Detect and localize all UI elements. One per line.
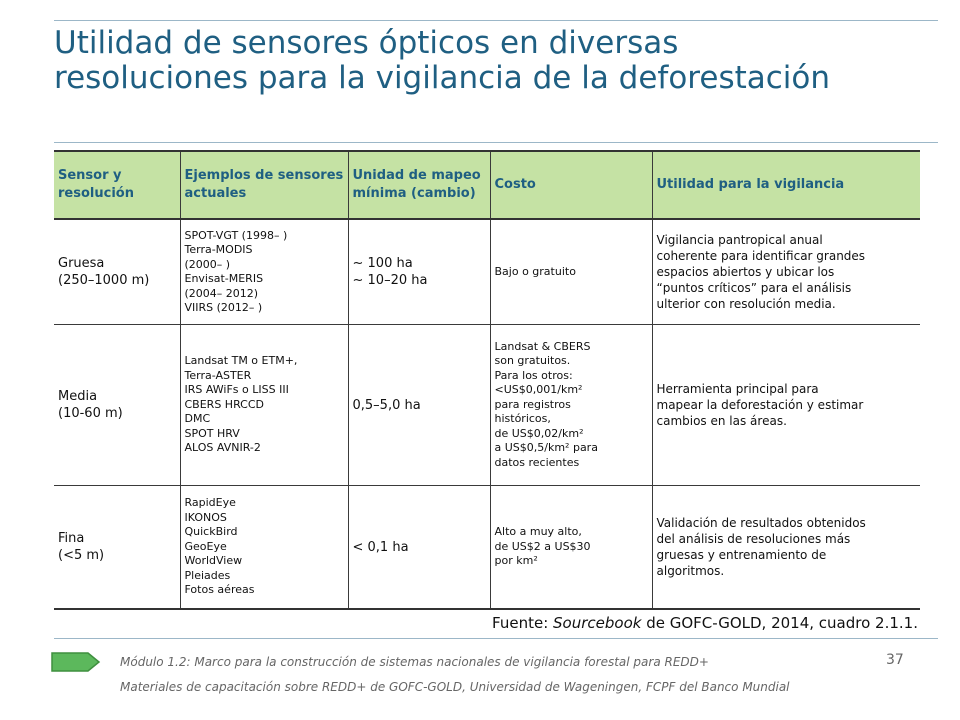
cell-mmu	[348, 325, 490, 486]
cell-line: IRS AWiFs o LISS III	[184, 383, 289, 397]
green-arrow-icon	[50, 650, 102, 674]
cell-line: Landsat & CBERS	[494, 339, 591, 353]
cell-line: para registros	[494, 397, 571, 411]
cell-line: WorldView	[184, 554, 243, 568]
cell-line: RapidEye	[184, 496, 236, 510]
cell-line: ~ 100 ha	[352, 256, 413, 271]
page-number: 37	[886, 652, 904, 668]
slide-title-line-1: Utilidad de sensores ópticos en diversas	[54, 25, 679, 61]
footer-module-text: Módulo 1.2: Marco para la construcción de sistemas nacionales de vigilancia forestal para REDD+	[120, 655, 709, 669]
top-divider	[54, 20, 938, 21]
cell-line: son gratuitos.	[494, 354, 571, 368]
table-row	[54, 325, 920, 486]
slide-title	[54, 26, 944, 96]
cell-sensor	[54, 486, 180, 610]
cell-line: ~ 10–20 ha	[352, 273, 428, 288]
cell-line: Gruesa	[58, 256, 105, 271]
table-header-row	[54, 151, 920, 219]
cell-cost	[490, 486, 652, 610]
cell-line: < 0,1 ha	[352, 539, 409, 555]
cell-line: GeoEye	[184, 539, 227, 553]
table-row	[54, 219, 920, 325]
footer-divider	[54, 638, 938, 639]
cell-line: Bajo o gratuito	[494, 264, 576, 278]
cell-line: QuickBird	[184, 525, 238, 539]
cell-line: gruesas y entrenamiento de	[656, 548, 827, 562]
source-citation	[492, 614, 918, 632]
header-cost: Costo	[490, 151, 652, 219]
cell-line: de US$0,02/km²	[494, 426, 584, 440]
cell-line: espacios abiertos y ubicar los	[656, 265, 835, 279]
cell-line: Terra-MODIS	[184, 243, 253, 256]
cell-line: Fina	[58, 531, 85, 546]
title-divider	[54, 142, 938, 143]
cell-line: DMC	[184, 412, 211, 426]
header-mmu: Unidad de mapeo mínima (cambio)	[348, 151, 490, 219]
cell-line: del análisis de resoluciones más	[656, 532, 851, 546]
cell-line: de US$2 a US$30	[494, 539, 591, 553]
header-utility: Utilidad para la vigilancia	[652, 151, 920, 219]
cell-line: Envisat-MERIS	[184, 272, 264, 285]
cell-line: ulterior con resolución media.	[656, 297, 836, 311]
cell-line: cambios en las áreas.	[656, 414, 787, 428]
cell-line: algoritmos.	[656, 564, 725, 578]
cell-line: “puntos críticos” para el análisis	[656, 281, 852, 295]
cell-line: Media	[58, 389, 98, 404]
cell-line: (<5 m)	[58, 548, 105, 563]
cell-line: Para los otros:	[494, 368, 573, 382]
sensor-utility-table	[54, 150, 920, 610]
cell-line: ALOS AVNIR-2	[184, 441, 261, 455]
cell-sensor	[54, 325, 180, 486]
table-row	[54, 486, 920, 610]
cell-line: Vigilancia pantropical anual	[656, 233, 823, 247]
cell-line: a US$0,5/km² para	[494, 441, 598, 455]
cell-line: coherente para identificar grandes	[656, 249, 866, 263]
source-prefix: Fuente:	[492, 614, 554, 632]
cell-line: Landsat TM o ETM+,	[184, 354, 298, 368]
cell-line: mapear la deforestación y estimar	[656, 398, 864, 412]
cell-line: Herramienta principal para	[656, 382, 819, 396]
cell-examples	[180, 486, 348, 610]
cell-line: Alto a muy alto,	[494, 525, 582, 539]
cell-sensor	[54, 219, 180, 325]
cell-examples	[180, 325, 348, 486]
cell-mmu	[348, 486, 490, 610]
cell-cost	[490, 325, 652, 486]
source-suffix: de GOFC-GOLD, 2014, cuadro 2.1.1.	[641, 614, 918, 632]
cell-line: <US$0,001/km²	[494, 383, 583, 397]
header-examples: Ejemplos de sensores actuales	[180, 151, 348, 219]
cell-line: CBERS HRCCD	[184, 397, 264, 411]
cell-cost	[490, 219, 652, 325]
slide-title-line-2: resoluciones para la vigilancia de la deforestación	[54, 60, 831, 96]
cell-line: Pleiades	[184, 568, 231, 582]
cell-line: Validación de resultados obtenidos	[656, 516, 866, 530]
cell-line: (2004– 2012)	[184, 286, 259, 300]
cell-line: (250–1000 m)	[58, 273, 150, 288]
cell-line: 0,5–5,0 ha	[352, 397, 421, 413]
cell-line: por km²	[494, 554, 538, 568]
cell-mmu	[348, 219, 490, 325]
cell-line: datos recientes	[494, 455, 580, 469]
footer-materials-text: Materiales de capacitación sobre REDD+ de GOFC-GOLD, Universidad de Wageningen, FCPF del Banco Mundial	[120, 680, 790, 694]
cell-line: SPOT HRV	[184, 426, 240, 440]
cell-line: IKONOS	[184, 510, 227, 524]
cell-utility	[652, 219, 920, 325]
cell-line: (2000– )	[184, 257, 231, 271]
header-sensor: Sensor y resolución	[58, 168, 134, 201]
cell-examples	[180, 219, 348, 325]
cell-line: Fotos aéreas	[184, 583, 255, 597]
source-book: Sourcebook	[553, 614, 642, 632]
cell-line: VIIRS (2012– )	[184, 301, 263, 314]
cell-line: Terra-ASTER	[184, 368, 252, 382]
cell-line: SPOT-VGT (1998– )	[184, 228, 288, 242]
cell-line: (10-60 m)	[58, 406, 123, 421]
cell-utility	[652, 325, 920, 486]
cell-utility	[652, 486, 920, 610]
cell-line: históricos,	[494, 412, 551, 426]
